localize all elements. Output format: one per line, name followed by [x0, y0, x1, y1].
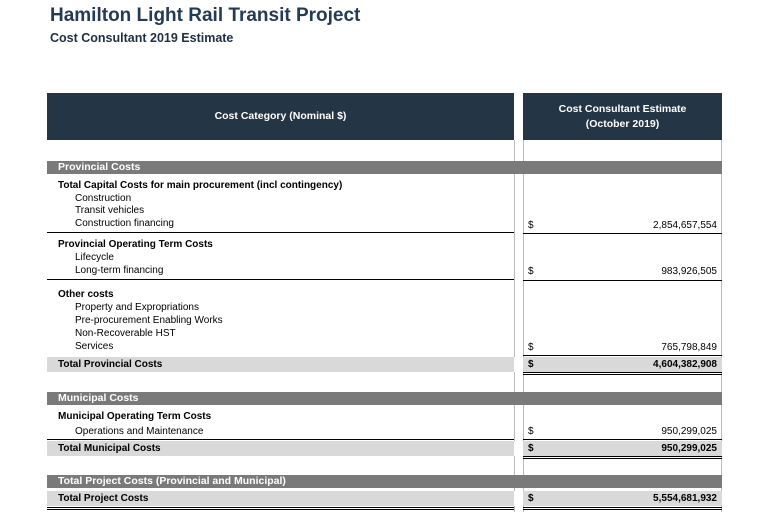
column-gap — [514, 441, 523, 456]
project-costs-band — [47, 475, 722, 488]
line-item: Property and Expropriations — [75, 302, 199, 313]
section-rule — [47, 439, 514, 440]
estimate-header-line1: Cost Consultant Estimate — [558, 103, 687, 116]
section-rule — [523, 280, 722, 281]
page-title: Hamilton Light Rail Transit Project — [50, 5, 361, 26]
section-rule — [47, 279, 514, 280]
currency-symbol: $ — [528, 266, 534, 277]
category-column-header — [47, 93, 514, 140]
total-municipal-amount: 950,299,025 — [661, 443, 717, 454]
total-provincial-row — [47, 357, 722, 372]
other-costs-heading: Other costs — [58, 289, 114, 300]
column-gap — [514, 357, 523, 372]
section-rule — [523, 355, 722, 356]
other-costs-amount: 765,798,849 — [661, 342, 717, 353]
total-project-amount: 5,554,681,932 — [653, 493, 717, 504]
currency-symbol: $ — [528, 493, 534, 504]
currency-symbol: $ — [528, 426, 534, 437]
column-gap — [514, 491, 523, 506]
municipal-operating-heading: Municipal Operating Term Costs — [58, 411, 212, 422]
line-item: Transit vehicles — [75, 205, 145, 216]
line-item: Services — [75, 341, 114, 352]
line-item: Construction — [75, 193, 132, 204]
line-item: Pre-procurement Enabling Works — [75, 315, 223, 326]
double-rule — [523, 456, 722, 459]
currency-symbol: $ — [528, 443, 534, 454]
estimate-header-line2: (October 2019) — [585, 117, 660, 130]
provincial-operating-heading: Provincial Operating Term Costs — [58, 239, 213, 250]
category-header-label: Cost Category (Nominal $) — [214, 110, 347, 123]
line-item: Long-term financing — [75, 265, 164, 276]
provincial-operating-amount: 983,926,505 — [661, 266, 717, 277]
page-subtitle: Cost Consultant 2019 Estimate — [50, 31, 234, 45]
currency-symbol: $ — [528, 359, 534, 370]
double-rule — [47, 507, 514, 510]
project-band-label: Total Project Costs (Provincial and Municipal) — [58, 475, 286, 487]
currency-symbol: $ — [528, 342, 534, 353]
total-municipal-row — [47, 441, 722, 456]
section-rule — [523, 439, 722, 440]
capital-costs-heading: Total Capital Costs for main procurement (incl contingency) — [58, 180, 343, 191]
municipal-costs-band — [47, 392, 722, 405]
municipal-band-label: Municipal Costs — [58, 392, 139, 404]
double-rule — [523, 372, 722, 375]
currency-symbol: $ — [528, 220, 534, 231]
total-project-row — [47, 491, 722, 506]
total-provincial-label: Total Provincial Costs — [58, 359, 163, 370]
total-municipal-label: Total Municipal Costs — [58, 443, 161, 454]
line-item: Construction financing — [75, 218, 174, 229]
line-item: Non-Recoverable HST — [75, 328, 176, 339]
provincial-band-label: Provincial Costs — [58, 161, 141, 173]
double-rule — [523, 507, 722, 510]
provincial-costs-band — [47, 161, 722, 174]
total-provincial-amount: 4,604,382,908 — [653, 359, 717, 370]
section-rule — [47, 232, 514, 233]
line-item: Lifecycle — [75, 252, 114, 263]
section-rule — [523, 233, 722, 234]
municipal-operating-amount: 950,299,025 — [661, 426, 717, 437]
column-divider — [514, 140, 515, 512]
estimate-column-header — [523, 93, 722, 140]
line-item: Operations and Maintenance — [75, 426, 204, 437]
total-project-label: Total Project Costs — [58, 493, 149, 504]
capital-costs-amount: 2,854,657,554 — [653, 220, 717, 231]
